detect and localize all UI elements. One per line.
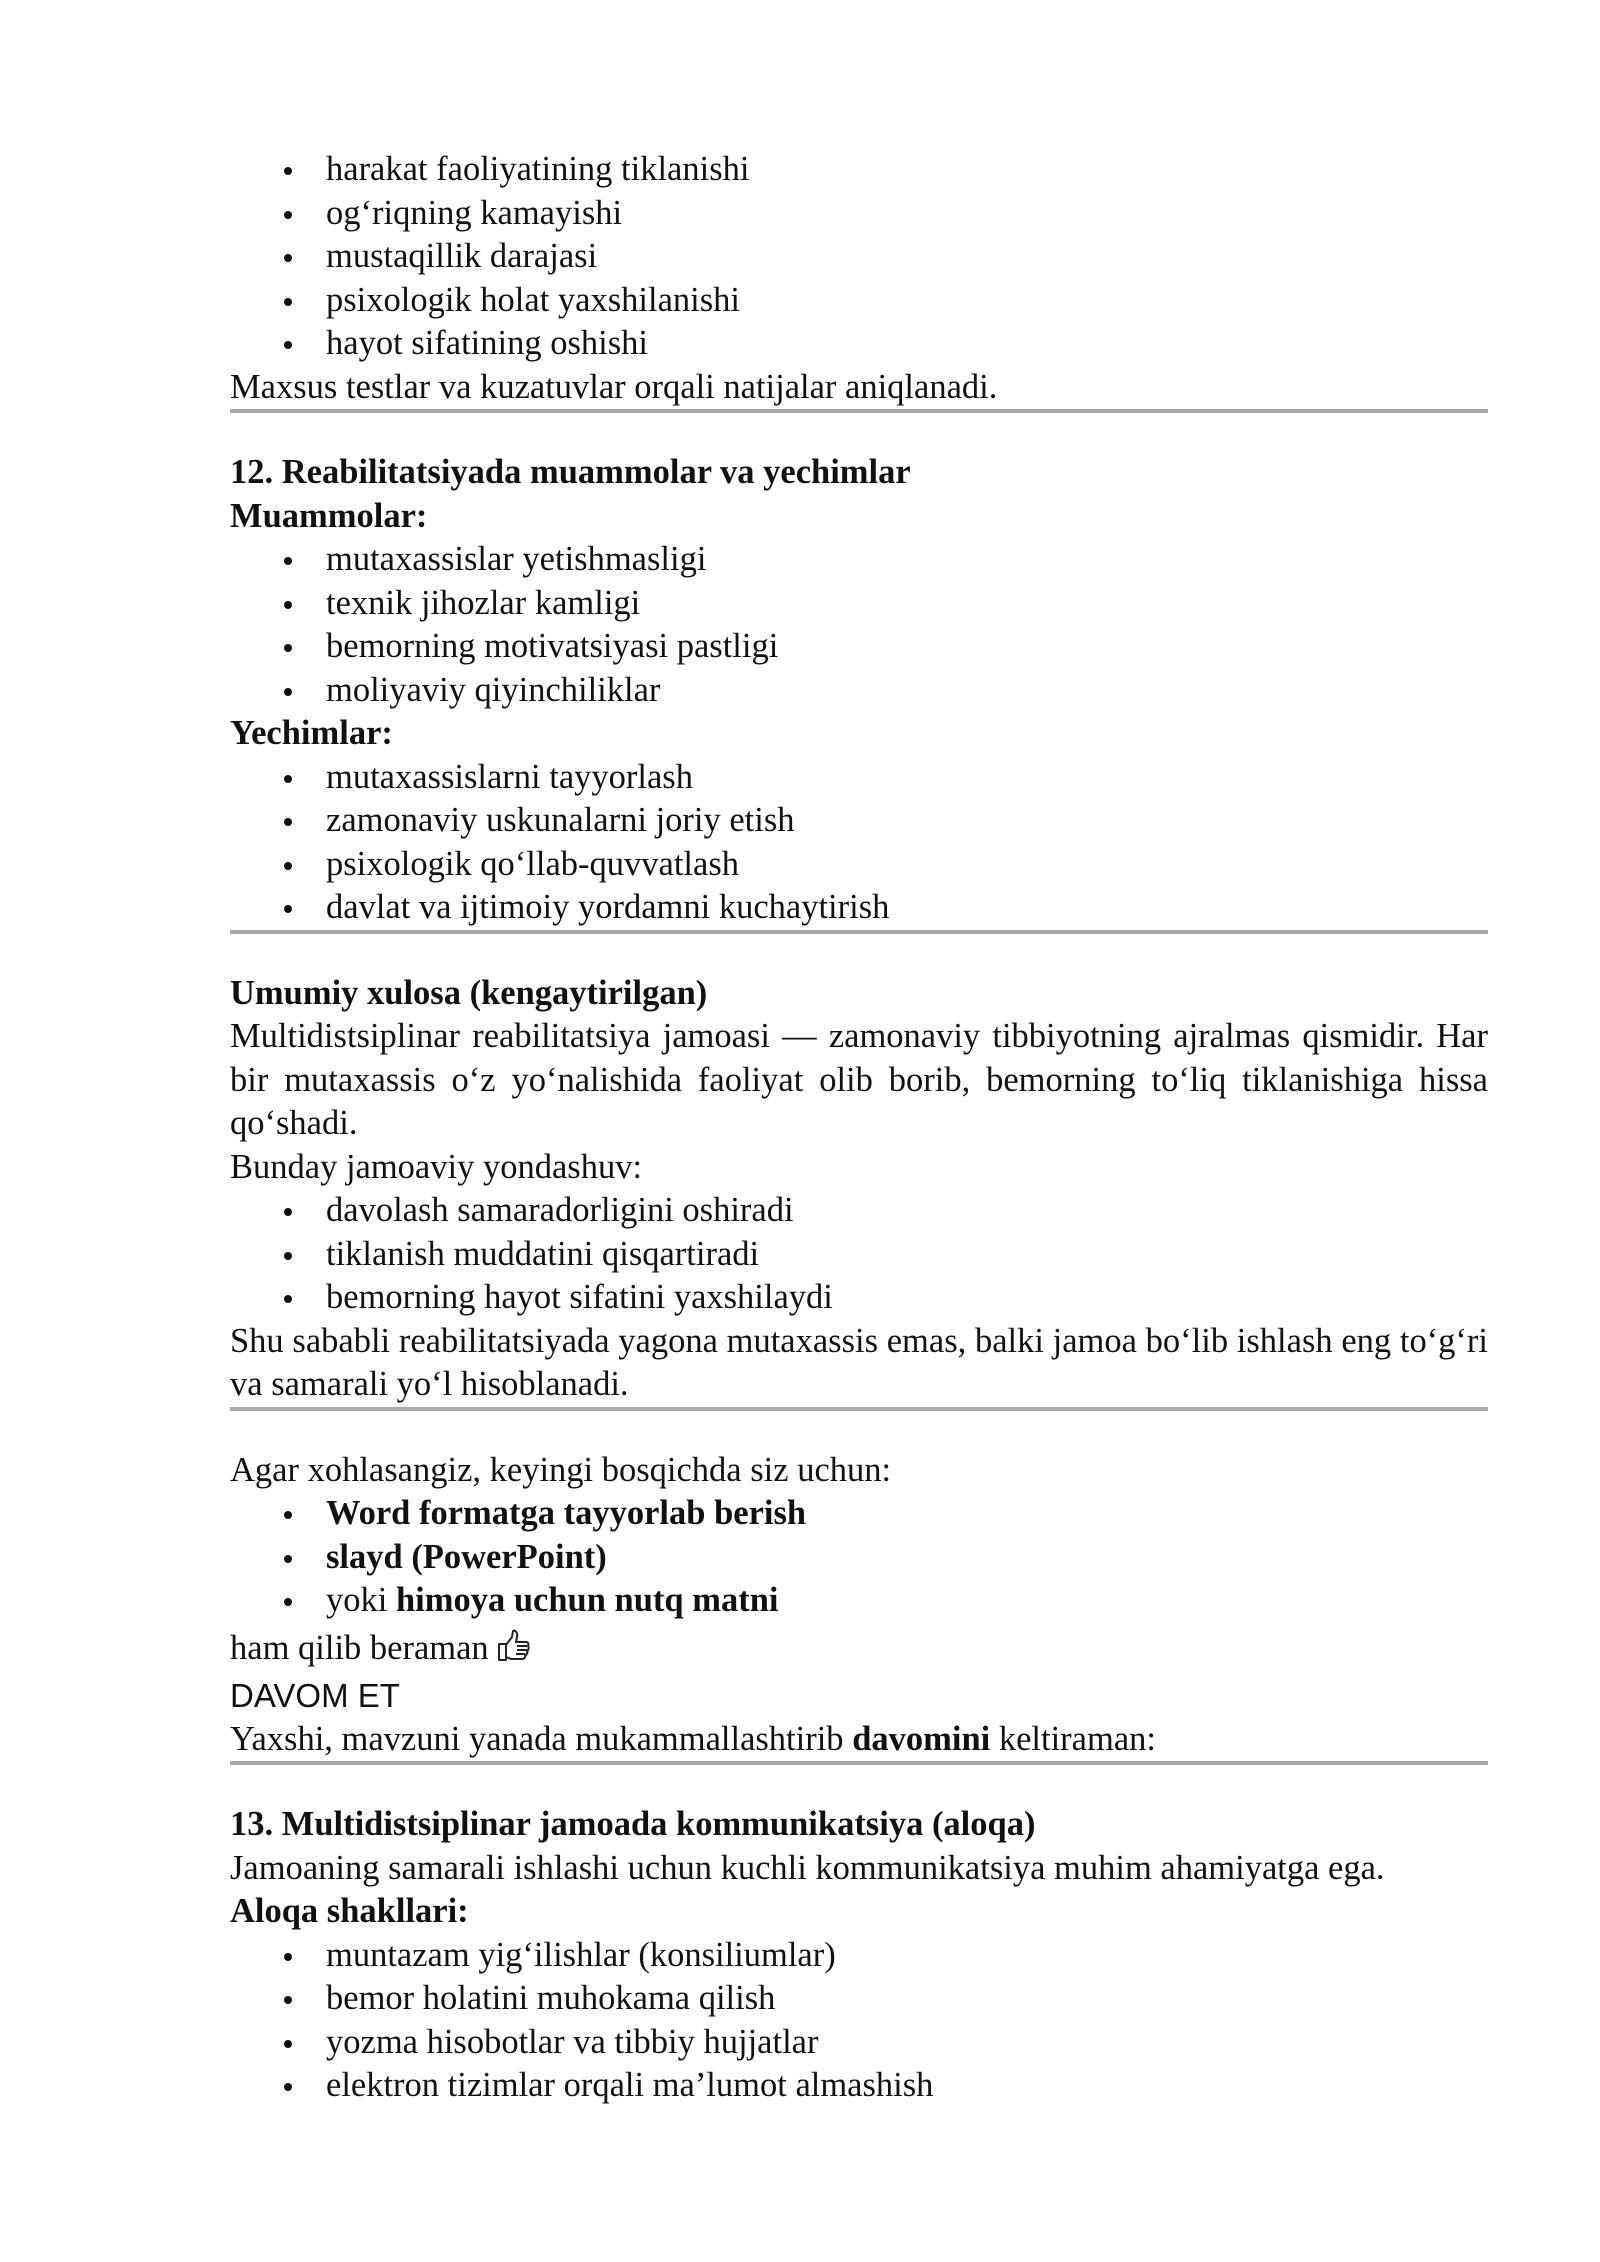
summary-title: Umumiy xulosa (kengaytirilgan) [230,973,708,1012]
problems-list [230,538,1488,712]
list-item: davolash samaradorligini oshiradi [230,1189,1488,1233]
list-item: zamonaviy uskunalarni joriy etish [230,799,1488,843]
list-item: muntazam yig‘ilishlar (konsiliumlar) [230,1934,1488,1978]
list-item: yozma hisobotlar va tibbiy hujjatlar [230,2021,1488,2065]
thumbs-up-icon [495,1629,531,1675]
solutions-label: Yechimlar: [230,714,393,752]
list-item: moliyaviy qiyinchiliklar [230,669,1488,713]
list-item [230,1579,1488,1623]
section-13-title: 13. Multidistsiplinar jamoada kommunikatsiya (aloqa) [230,1805,1036,1843]
list-item: Word formatga tayyorlab berish [230,1492,1488,1536]
section-13-intro: Jamoaning samarali ishlashi uchun kuchli kommunikatsiya muhim ahamiyatga ega. [230,1848,1385,1887]
offer-list [230,1492,1488,1623]
next-text-bold: davomini [852,1719,991,1758]
list-item: psixologik qo‘llab-quvvatlash [230,843,1488,887]
list-item: bemor holatini muhokama qilish [230,1977,1488,2021]
next-text-prefix: Yaxshi, mavzuni yanada mukammallashtirib [230,1719,853,1758]
offer-intro: Agar xohlasangiz, keyingi bosqichda siz uchun: [230,1450,892,1489]
list-item: davlat va ijtimoiy yordamni kuchaytirish [230,886,1488,930]
list-item: elektron tizimlar orqali ma’lumot almashish [230,2064,1488,2108]
list-item: bemorning hayot sifatini yaxshilaydi [230,1276,1488,1320]
next-text-suffix: keltiraman: [990,1719,1156,1758]
list-item: harakat faoliyatining tiklanishi [230,148,1488,192]
summary-closing: Shu sababli reabilitatsiyada yagona mutaxassis emas, balki jamoa bo‘lib ishlash eng to‘g‘ri va samarali yo‘l hisoblanadi. [230,1321,1488,1403]
problems-label: Muammolar: [230,496,428,535]
continue-text: DAVOM ET [230,1677,400,1714]
outcomes-conclusion: Maxsus testlar va kuzatuvlar orqali natijalar aniqlanadi. [230,367,998,406]
list-item: mustaqillik darajasi [230,235,1488,279]
forms-list [230,1934,1488,2108]
solutions-list [230,756,1488,930]
offer-closing-text: ham qilib beraman [230,1628,489,1667]
outcomes-list [230,148,1488,366]
approach-list [230,1189,1488,1320]
next-text [230,1718,1488,1762]
section-12-title: 12. Reabilitatsiyada muammolar va yechimlar [230,453,911,491]
forms-label: Aloqa shakllari: [230,1892,469,1930]
list-item: tiklanish muddatini qisqartiradi [230,1233,1488,1277]
list-item-prefix: yoki [326,1581,396,1619]
list-item: psixologik holat yaxshilanishi [230,279,1488,323]
horizontal-rule [230,1761,1488,1765]
horizontal-rule [230,1407,1488,1411]
list-item-bold: himoya uchun nutq matni [395,1581,779,1619]
list-item: bemorning motivatsiyasi pastligi [230,625,1488,669]
horizontal-rule [230,930,1488,934]
list-item: slayd (PowerPoint) [230,1536,1488,1580]
document-content [230,148,1488,2108]
summary-paragraph: Multidistsiplinar reabilitatsiya jamoasi — zamonaviy tibbiyotning ajralmas qismidir. Har bir mutaxassis o‘z yo‘nalishida faoliyat olib borib, bemorning to‘liq tiklanishiga hissa qo‘shadi. [230,1017,1488,1142]
offer-closing [230,1627,1488,1675]
list-item: texnik jihozlar kamligi [230,582,1488,626]
horizontal-rule [230,409,1488,413]
list-item: og‘riqning kamayishi [230,192,1488,236]
approach-label: Bunday jamoaviy yondashuv: [230,1147,643,1186]
list-item: hayot sifatining oshishi [230,322,1488,366]
list-item: mutaxassislar yetishmasligi [230,538,1488,582]
list-item: mutaxassislarni tayyorlash [230,756,1488,800]
